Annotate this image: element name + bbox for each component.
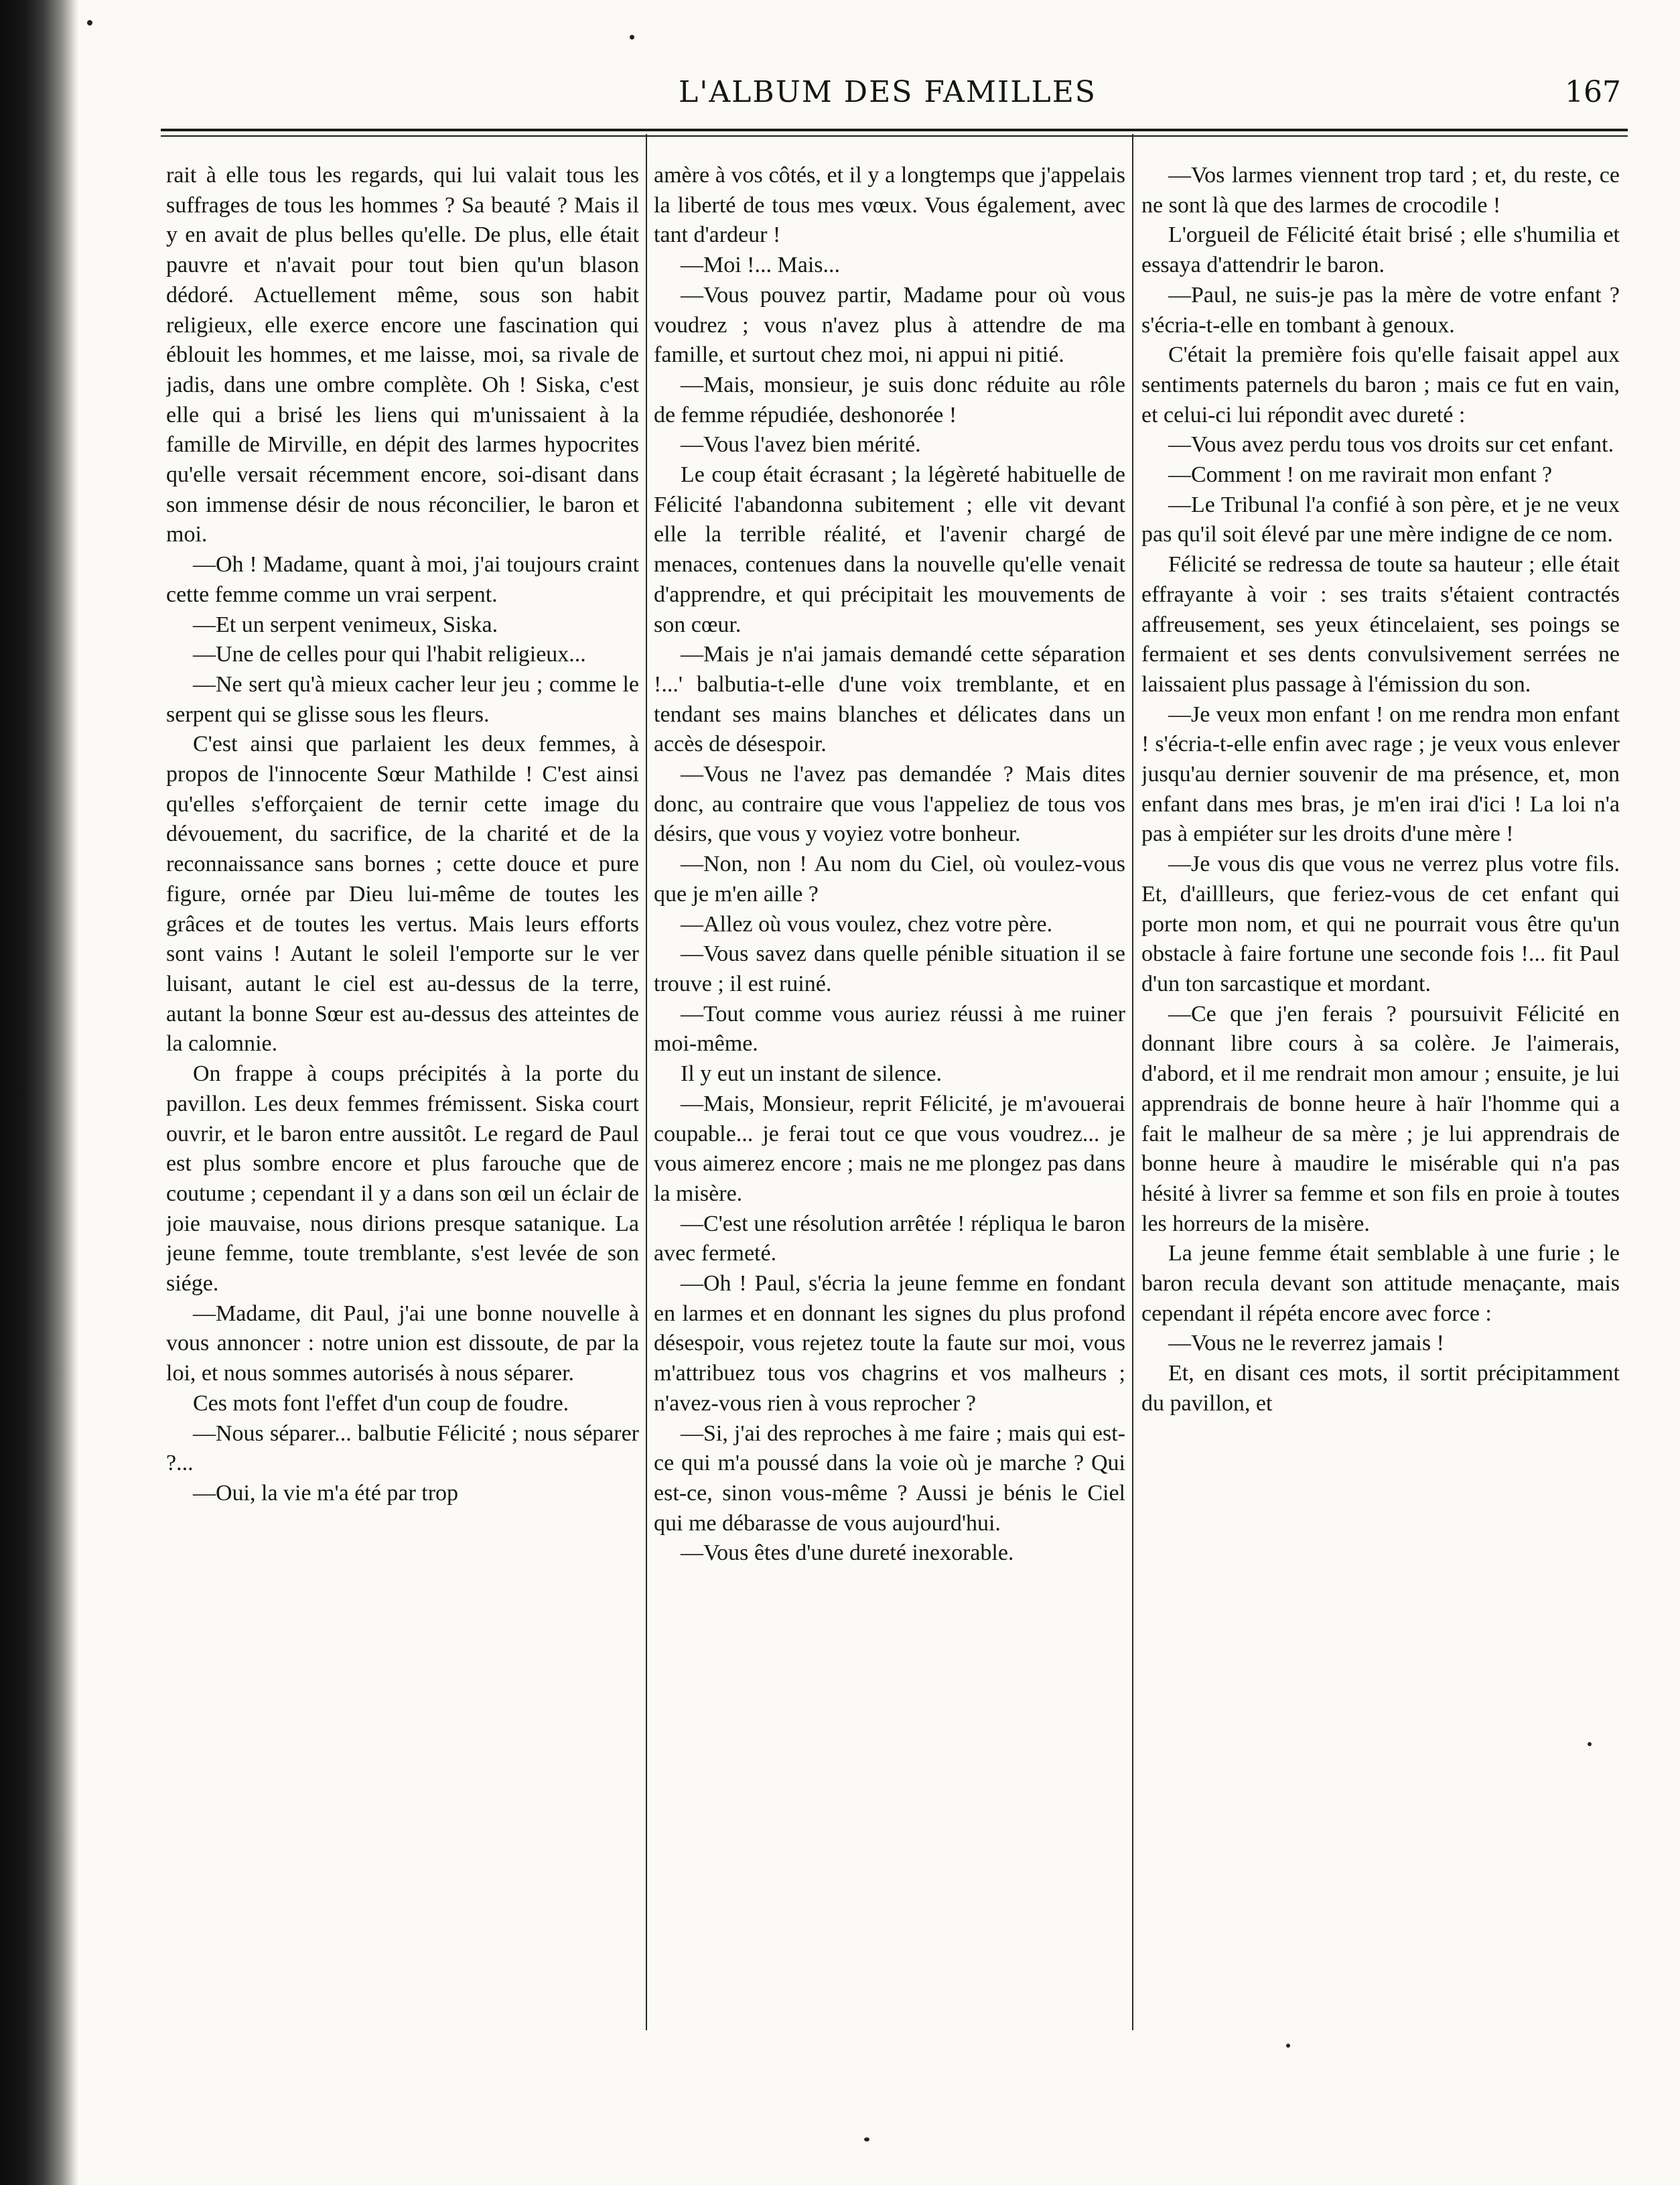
paragraph: —Madame, dit Paul, j'ai une bonne nouvelle à vous annoncer : notre union est dissoute, de par la loi, et nous sommes autorisés à nous séparer. bbox=[166, 1301, 639, 1386]
column-divider bbox=[646, 134, 647, 2030]
paragraph: —Oh ! Paul, s'écria la jeune femme en fondant en larmes et en donnant les signes du plus profond désespoir, vous rejetez toute la faute sur moi, vous m'attribuez tous vos chagrins et vos malheurs ; n'avez-vous rien à vous reprocher ? bbox=[654, 1271, 1125, 1416]
paragraph: —Vous êtes d'une dureté inexorable. bbox=[681, 1540, 1014, 1566]
print-speck bbox=[1286, 2044, 1290, 2048]
print-speck bbox=[87, 20, 92, 25]
page-number: 167 bbox=[1565, 75, 1621, 109]
paragraph: —Mais je n'ai jamais demandé cette séparation !...' balbutia-t-elle d'une voix tremblante, et en tendant ses mains blanches et délicates dans un accès de désespoir. bbox=[654, 642, 1125, 757]
paragraph: La jeune femme était semblable à une furie ; le baron recula devant son attitude menaçante, mais cependant il répéta encore avec force : bbox=[1141, 1241, 1620, 1326]
paragraph: —Ce que j'en ferais ? poursuivit Félicité en donnant libre cours à sa colère. Je l'aimerais, d'abord, et il me rendrait mon amour ; ensuite, je lui apprendrais de bonne heure à haïr l'homme qui a fait le malheur de sa mère ; je lui apprendrais de bonne heure à maudire le misérable qui n'a pas hésité à livrer sa femme et son fils en proie à toutes les horreurs de la misère. bbox=[1141, 1001, 1620, 1236]
text-column-3 bbox=[1141, 161, 1620, 2017]
paragraph: —Le Tribunal l'a confié à son père, et je ne veux pas qu'il soit élevé par une mère indigne de ce nom. bbox=[1141, 492, 1620, 547]
print-speck bbox=[630, 35, 634, 40]
paragraph: —Je vous dis que vous ne verrez plus votre fils. Et, d'aillleurs, que feriez-vous de cet enfant qui porte mon nom, et qui ne pourrait vous être qu'un obstacle à faire fortune une seconde fois !... fit Paul d'un ton sarcastique et mordant. bbox=[1141, 852, 1620, 996]
paragraph: —Je veux mon enfant ! on me rendra mon enfant ! s'écria-t-elle enfin avec rage ; je veux vous enlever jusqu'au dernier souvenir de ma présence, et, mon enfant dans mes bras, je m'en irai d'ici ! La loi n'a pas à empiéter sur les droits d'une mère ! bbox=[1141, 702, 1620, 847]
paragraph: —Oui, la vie m'a été par trop bbox=[193, 1480, 459, 1506]
paragraph: Ces mots font l'effet d'un coup de foudre. bbox=[193, 1390, 569, 1416]
paragraph: Et, en disant ces mots, il sortit précipitamment du pavillon, et bbox=[1141, 1361, 1620, 1416]
paragraph: —Moi !... Mais... bbox=[681, 253, 840, 278]
print-speck bbox=[864, 2137, 869, 2141]
paragraph: —Nous séparer... balbutie Félicité ; nous séparer ?... bbox=[166, 1420, 639, 1476]
header-rule-thin bbox=[161, 135, 1628, 137]
paragraph: —Tout comme vous auriez réussi à me ruiner moi-même. bbox=[654, 1001, 1125, 1057]
paragraph: Le coup était écrasant ; la légèreté habituelle de Félicité l'abandonna subitement ; elle vit devant elle la terrible réalité, et l'avenir chargé de menaces, contenues dans la nouvelle qu'elle venait d'apprendre, et qui précipitait les mouvements de son cœur. bbox=[654, 462, 1125, 637]
paragraph: —C'est une résolution arrêtée ! répliqua le baron avec fermeté. bbox=[654, 1211, 1125, 1266]
paragraph: —Paul, ne suis-je pas la mère de votre enfant ? s'écria-t-elle en tombant à genoux. bbox=[1141, 282, 1620, 338]
paragraph: Il y eut un instant de silence. bbox=[681, 1061, 942, 1087]
paragraph: rait à elle tous les regards, qui lui valait tous les suffrages de tous les hommes ? Sa beauté ? Mais il y en avait de plus belles qu'elle. De plus, elle était pauvre et n'avait pour tout bien qu'un blason dédoré. Actuellement même, sous son habit religieux, elle exerce encore une fascination qui éblouit les hommes, et me laisse, moi, sa rivale de jadis, dans une ombre complète. Oh ! Siska, c'est elle qui a brisé les liens qui m'unissaient à la famille de Mirville, en dépit des larmes hypocrites qu'elle versait récemment encore, soi-disant dans son immense désir de nous réconcilier, le baron et moi. bbox=[166, 163, 639, 547]
paragraph: —Si, j'ai des reproches à me faire ; mais qui est-ce qui m'a poussé dans la voie où je marche ? Qui est-ce, sinon vous-même ? Aussi je bénis le Ciel qui me débarasse de vous aujourd'hui. bbox=[654, 1420, 1125, 1536]
paragraph: —Mais, Monsieur, reprit Félicité, je m'avouerai coupable... je ferai tout ce que vous voudrez... je vous aimerez encore ; mais ne me plongez pas dans la misère. bbox=[654, 1091, 1125, 1206]
paragraph: On frappe à coups précipités à la porte du pavillon. Les deux femmes frémissent. Siska court ouvrir, et le baron entre aussitôt. Le regard de Paul est plus sombre encore et plus farouche que de coutume ; cependant il y a dans son œil un éclair de joie mauvaise, nous dirions presque satanique. La jeune femme, toute tremblante, s'est levée de son siége. bbox=[166, 1061, 639, 1297]
paragraph: L'orgueil de Félicité était brisé ; elle s'humilia et essaya d'attendrir le baron. bbox=[1141, 222, 1620, 278]
paragraph: —Oh ! Madame, quant à moi, j'ai toujours craint cette femme comme un vrai serpent. bbox=[166, 552, 639, 607]
paragraph: —Vos larmes viennent trop tard ; et, du reste, ce ne sont là que des larmes de crocodile ! bbox=[1141, 163, 1620, 218]
paragraph: —Vous l'avez bien mérité. bbox=[681, 432, 921, 458]
text-column-1 bbox=[166, 161, 639, 2017]
paragraph: —Une de celles pour qui l'habit religieux... bbox=[193, 642, 586, 667]
print-speck bbox=[1588, 1742, 1592, 1746]
paragraph: —Vous savez dans quelle pénible situation il se trouve ; il est ruiné. bbox=[654, 941, 1125, 996]
paragraph: —Vous pouvez partir, Madame pour où vous voudrez ; vous n'avez plus à attendre de ma famille, et surtout chez moi, ni appui ni pitié. bbox=[654, 282, 1125, 368]
book-binding-shadow bbox=[0, 0, 79, 2185]
paragraph: —Vous ne le reverrez jamais ! bbox=[1168, 1331, 1444, 1356]
paragraph: —Mais, monsieur, je suis donc réduite au rôle de femme répudiée, deshonorée ! bbox=[654, 372, 1125, 427]
page-header bbox=[154, 75, 1621, 122]
text-column-2 bbox=[654, 161, 1125, 2017]
paragraph: —Et un serpent venimeux, Siska. bbox=[193, 612, 498, 637]
paragraph: amère à vos côtés, et il y a longtemps que j'appelais la liberté de tous mes vœux. Vous également, avec tant d'ardeur ! bbox=[654, 163, 1125, 248]
paragraph: C'est ainsi que parlaient les deux femmes, à propos de l'innocente Sœur Mathilde ! C'est ainsi qu'elles s'efforçaient de ternir cette image du dévouement, du sacrifice, de la charité et de la reconnaissance sans bornes ; cette douce et pure figure, ornée par Dieu lui-même de toutes les grâces et de toutes les vertus. Mais leurs efforts sont vains ! Autant le soleil l'emporte sur le ver luisant, autant le ciel est au-dessus de la terre, autant la bonne Sœur est au-dessus des atteintes de la calomnie. bbox=[166, 732, 639, 1057]
paragraph: C'était la première fois qu'elle faisait appel aux sentiments paternels du baron ; mais ce fut en vain, et celui-ci lui répondit avec dureté : bbox=[1141, 342, 1620, 427]
paragraph: Félicité se redressa de toute sa hauteur ; elle était effrayante à voir : ses traits s'étaient contractés affreusement, ses yeux étincelaient, ses poings se fermaient et ses dents convulsivement serrées ne laissaient plus passage à l'émission du son. bbox=[1141, 552, 1620, 697]
running-title: L'ALBUM DES FAMILLES bbox=[679, 75, 1097, 109]
header-rule bbox=[161, 129, 1628, 131]
paragraph: —Comment ! on me ravirait mon enfant ? bbox=[1168, 462, 1553, 488]
paragraph: —Vous ne l'avez pas demandée ? Mais dites donc, au contraire que vous l'appeliez de tous vos désirs, que vous y voyiez votre bonheur. bbox=[654, 762, 1125, 847]
paragraph: —Ne sert qu'à mieux cacher leur jeu ; comme le serpent qui se glisse sous les fleurs. bbox=[166, 671, 639, 727]
paragraph: —Vous avez perdu tous vos droits sur cet enfant. bbox=[1168, 432, 1614, 458]
paragraph: —Allez où vous voulez, chez votre père. bbox=[681, 911, 1053, 937]
column-divider bbox=[1132, 134, 1133, 2030]
paragraph: —Non, non ! Au nom du Ciel, où voulez-vous que je m'en aille ? bbox=[654, 852, 1125, 907]
